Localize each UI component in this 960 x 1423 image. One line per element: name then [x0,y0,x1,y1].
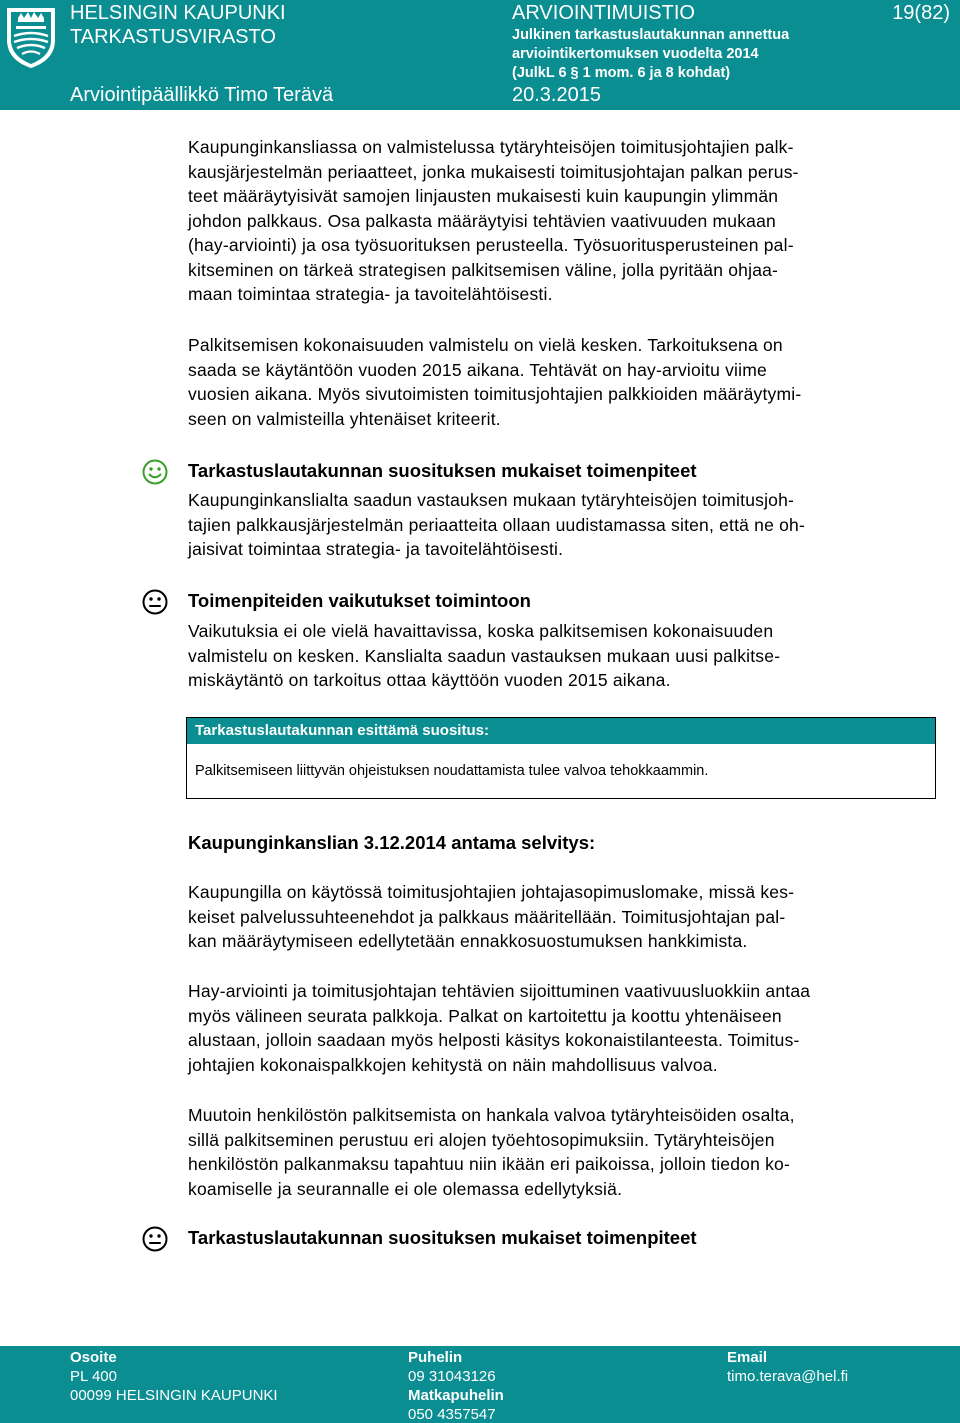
section-3-heading: Tarkastuslautakunnan suosituksen mukaiset toimenpiteet [188,1227,697,1248]
smiley-neutral-icon [142,1226,168,1252]
section-2-text [188,619,948,693]
intro-paragraph-2 [188,333,948,431]
text-line: alustaan, jolloin saadaan myös helposti käsitys kokonaistilanteesta. Toimitus- [188,1030,800,1050]
statement-paragraph-3 [188,1103,948,1201]
statement-heading: Kaupunginkanslian 3.12.2014 antama selvitys: [188,832,596,853]
mobile-label: Matkapuhelin [408,1387,504,1404]
footer-bar [0,1346,960,1423]
text-line: (hay-arviointi) ja osa työsuorituksen perusteella. Työsuoritusperusteinen pal- [188,235,794,255]
helsinki-coat-of-arms-logo [4,4,58,70]
text-line: koamiselle ja seurannalle ei ole olemassa edellytyksiä. [188,1178,623,1199]
document-status: Julkinen tarkastuslautakunnan annettua [512,27,790,43]
text-line: valmistelu on kesken. Kanslialta saadun vastauksen mukaan uusi palkitse- [188,645,781,666]
text-line: tajien palkkausjärjestelmän periaatteita ollaan uudistamassa siten, että ne oh- [188,514,805,535]
statement-paragraph-2 [188,979,948,1077]
text-line: seen on valmisteilla yhtenäiset kriteerit. [188,408,501,429]
address-line-1: PL 400 [70,1368,117,1385]
text-line: saada se käytäntöön vuoden 2015 aikana. Tehtävät on hay-arvioitu viime [188,359,767,380]
text-line: Kaupunginkanslialta saadun vastauksen mukaan tytäryhteisöjen toimitusjoh- [188,490,795,510]
text-line: henkilöstön palkanmaksu tapahtuu niin ikään eri paikoissa, jolloin tiedon ko- [188,1154,791,1174]
author: Arviointipäällikkö Timo Terävä [70,84,334,106]
header-bar [0,0,960,110]
text-line: johtajien kokonaispalkkojen kehitystä on näin mahdollisuus valvoa. [188,1054,718,1075]
smiley-happy-icon [142,459,168,485]
text-line: johdon palkkaus. Osa palkasta määräytyisi tehtävien vaativuuden mukaan [188,210,776,231]
org-name: HELSINGIN KAUPUNKI [70,2,286,24]
email-address[interactable]: timo.terava@hel.fi [727,1368,849,1385]
text-line: teet määräytyisivät samojen linjausten mukaisesti kuin kaupungin ylimmän [188,186,779,206]
phone-label: Puhelin [408,1349,463,1366]
document-date: 20.3.2015 [512,84,601,106]
legal-reference: (JulkL 6 § 1 mom. 6 ja 8 kohdat) [512,65,731,81]
text-line: Hay-arviointi ja toimitusjohtajan tehtävien sijoittuminen vaativuusluokkiin antaa [188,981,811,1001]
smiley-neutral-icon [142,589,168,615]
text-line: maan toimintaa strategia- ja tavoitelähtöisesti. [188,284,553,304]
intro-paragraph-1 [188,135,948,307]
recommendation-box-header: Tarkastuslautakunnan esittämä suositus: [187,718,935,744]
text-line: vuosien aikana. Myös sivutoimisten toimitusjohtajien palkkioiden määräytymi- [188,384,802,404]
address-line-2: 00099 HELSINGIN KAUPUNKI [70,1387,278,1404]
document-type: ARVIOINTIMUISTIO [512,2,695,24]
recommendation-text: Palkitsemiseen liittyvän ohjeistuksen noudattamista tulee valvoa tehokkaammin. [195,763,709,779]
section-1-heading: Tarkastuslautakunnan suosituksen mukaiset toimenpiteet [188,460,697,481]
recommendation-box [186,717,936,799]
org-department: TARKASTUSVIRASTO [70,26,276,48]
text-line: keiset palvelussuhteenehdot ja palkkaus määritellään. Toimitusjohtajan pal- [188,906,786,927]
text-line: kausjärjestelmän periaatteet, jonka mukaisesti toimitusjohtajan palkan perus- [188,161,799,182]
page-number: 19(82) [892,2,950,24]
text-line: kan määräytymiseen edellytetään ennakkosuostumuksen hankkimista. [188,931,748,951]
text-line: Vaikutuksia ei ole vielä havaittavissa, koska palkitsemisen kokonaisuuden [188,621,774,641]
text-line: Kaupunginkansliassa on valmistelussa tytäryhteisöjen toimitusjohtajien palk- [188,137,794,157]
email-label: Email [727,1349,768,1366]
document-status-line2: arviointikertomuksen vuodelta 2014 [512,46,759,62]
text-line: sillä palkitseminen perustuu eri alojen työehtosopimuksiin. Tytäryhteisöjen [188,1129,775,1150]
text-line: miskäytäntö on tarkoitus ottaa käyttöön vuoden 2015 aikana. [188,670,671,690]
statement-paragraph-1 [188,880,948,954]
section-1-text [188,488,948,562]
text-line: Palkitsemisen kokonaisuuden valmistelu on vielä kesken. Tarkoituksena on [188,335,783,355]
text-line: myös välineen seurata palkkoja. Palkat on kartoitettu ja koottu yhtenäiseen [188,1005,782,1026]
text-line: jaisivat toimintaa strategia- ja tavoitelähtöisesti. [188,539,564,559]
section-2-heading: Toimenpiteiden vaikutukset toimintoon [188,590,531,611]
phone-number: 09 31043126 [408,1368,496,1385]
text-line: kitseminen on tärkeä strategisen palkitsemisen väline, jolla pyritään ohjaa- [188,259,779,280]
mobile-number: 050 4357547 [408,1406,496,1423]
text-line: Muutoin henkilöstön palkitsemista on hankala valvoa tytäryhteisöiden osalta, [188,1105,795,1125]
address-label: Osoite [70,1349,117,1366]
text-line: Kaupungilla on käytössä toimitusjohtajien johtajasopimuslomake, missä kes- [188,882,795,902]
